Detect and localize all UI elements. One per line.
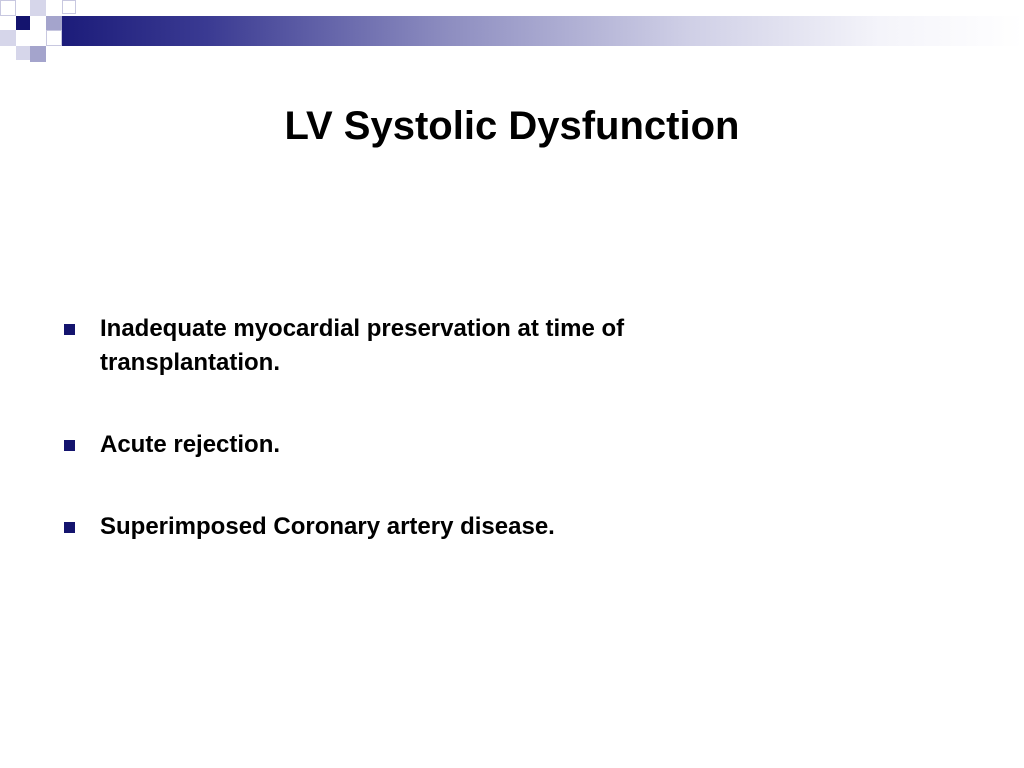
bullet-text: Superimposed Coronary artery disease. [100, 513, 555, 540]
list-item [62, 510, 742, 544]
bullet-text: Inadequate myocardial preservation at time of transplantation. [100, 315, 625, 376]
square-bullet-icon [64, 522, 75, 533]
slide-title: LV Systolic Dysfunction [284, 104, 740, 148]
list-item [62, 312, 742, 380]
bullet-text: Acute rejection. [100, 431, 281, 458]
square-bullet-icon [64, 324, 75, 335]
square-bullet-icon [64, 440, 75, 451]
bullet-list [62, 312, 742, 592]
list-item [62, 428, 742, 462]
header-gradient-band [62, 16, 1024, 46]
